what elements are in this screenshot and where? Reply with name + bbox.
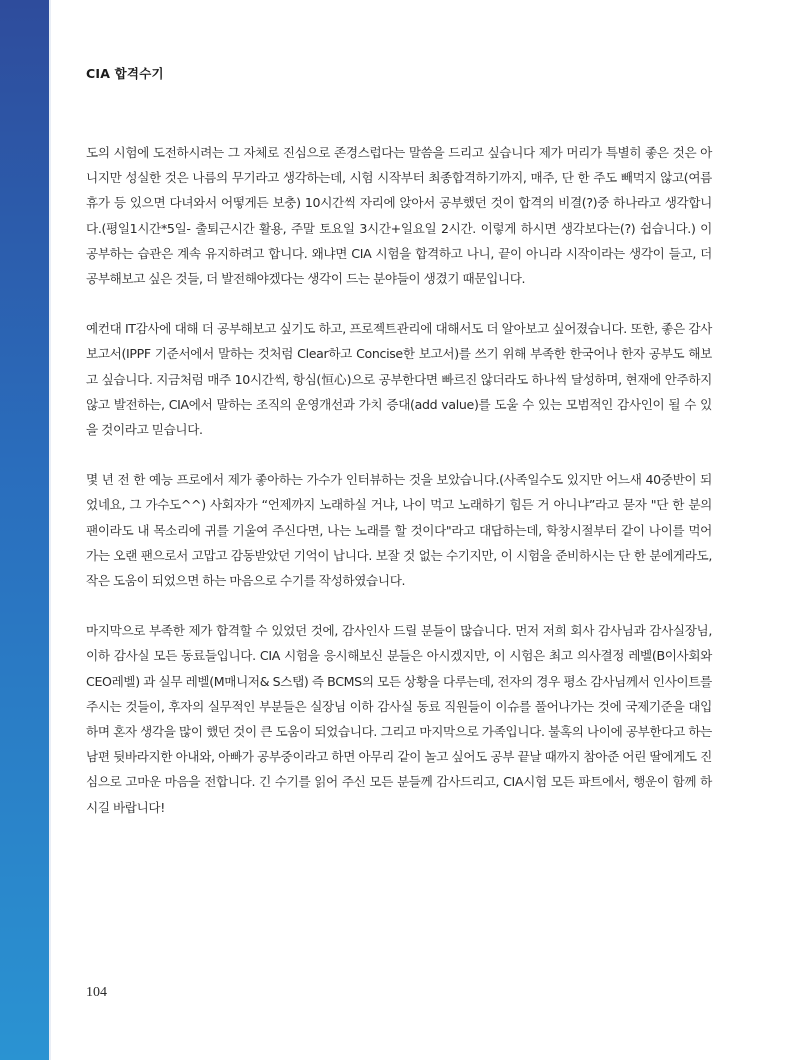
side-color-band (0, 0, 49, 1060)
page-number: 104 (86, 985, 107, 1000)
paragraph-3: 몇 년 전 한 예능 프로에서 제가 좋아하는 가수가 인터뷰하는 것을 보았습니다.(사족일수도 있지만 어느새 40중반이 되었네요, 그 가수도^^) 사회자가 “언제까지 노래하실 거냐, 나이 먹고 노래하기 힘든 거 아니냐”라고 묻자 "단 한 분의 팬이라도 내 목소리에 귀를 기울여 주신다면, 나는 노래를 할 것이다"라고 대답하는데, 학창시절부터 같이 나이를 먹어가는 오랜 팬으로서 고맙고 감동받았던 기억이 납니다. 보잘 것 없는 수기지만, 이 시험을 준비하시는 단 한 분에게라도, 작은 도움이 되었으면 하는 마음으로 수기를 작성하였습니다. (86, 472, 712, 589)
paragraph-2: 예컨대 IT감사에 대해 더 공부해보고 싶기도 하고, 프로젝트관리에 대해서도 더 알아보고 싶어졌습니다. 또한, 좋은 감사보고서(IPPF 기준서에서 말하는 것처럼 Clear하고 Concise한 보고서)를 쓰기 위해 부족한 한국어나 한자 공부도 해보고 싶습니다. 지금처럼 매주 10시간씩, 항심(恒心)으로 공부한다면 빠르진 않더라도 하나씩 달성하며, 현재에 안주하지 않고 발전하는, CIA에서 말하는 조직의 운영개선과 가치 증대(add value)를 도울 수 있는 모범적인 감사인이 될 수 있을 것이라고 믿습니다. (86, 321, 712, 438)
body-text (86, 140, 712, 845)
section-title: CIA 합격수기 (86, 66, 164, 81)
paragraph-4: 마지막으로 부족한 제가 합격할 수 있었던 것에, 감사인사 드릴 분들이 많습니다. 먼저 저희 회사 감사님과 감사실장님, 이하 감사실 모든 동료들입니다. CIA 시험을 응시해보신 분들은 아시겠지만, 이 시험은 최고 의사결정 레벨(B이사회와 CEO레벨) 과 실무 레벨(M매니저& S스탭) 즉 BCMS의 모든 상황을 다루는데, 전자의 경우 평소 감사님께서 인사이트를 주시는 것들이, 후자의 실무적인 부분들은 실장님 이하 감사실 동료 직원들이 이슈를 풀어나가는 것에 국제기준을 대입하며 혼자 생각을 많이 했던 것이 큰 도움이 되었습니다. 그리고 마지막으로 가족입니다. 불혹의 나이에 공부한다고 하는 남편 뒷바라지한 아내와, 아빠가 공부중이라고 하면 아무리 같이 놀고 싶어도 공부 끝날 때까지 참아준 어린 딸에게도 진심으로 고마운 마음을 전합니다. 긴 수기를 읽어 주신 모든 분들께 감사드리고, CIA시험 모든 파트에서, 행운이 함께 하시길 바랍니다! (86, 623, 712, 815)
paragraph-1: 도의 시험에 도전하시려는 그 자체로 진심으로 존경스럽다는 말씀을 드리고 싶습니다 제가 머리가 특별히 좋은 것은 아니지만 성실한 것은 나름의 무기라고 생각하는데, 시험 시작부터 최종합격하기까지, 매주, 단 한 주도 빼먹지 않고(여름휴가 등 있으면 다녀와서 어떻게든 보충) 10시간씩 자리에 앉아서 공부했던 것이 합격의 비결(?)중 하나라고 생각합니다.(평일1시간*5일- 출퇴근시간 활용, 주말 토요일 3시간+일요일 2시간. 이렇게 하시면 생각보다는(?) 쉽습니다.) 이 공부하는 습관은 계속 유지하려고 합니다. 왜냐면 CIA 시험을 합격하고 나니, 끝이 아니라 시작이라는 생각이 들고, 더 공부해보고 싶은 것들, 더 발전해야겠다는 생각이 드는 분야들이 생겼기 때문입니다. (86, 145, 712, 287)
side-band-edge (49, 0, 51, 1060)
